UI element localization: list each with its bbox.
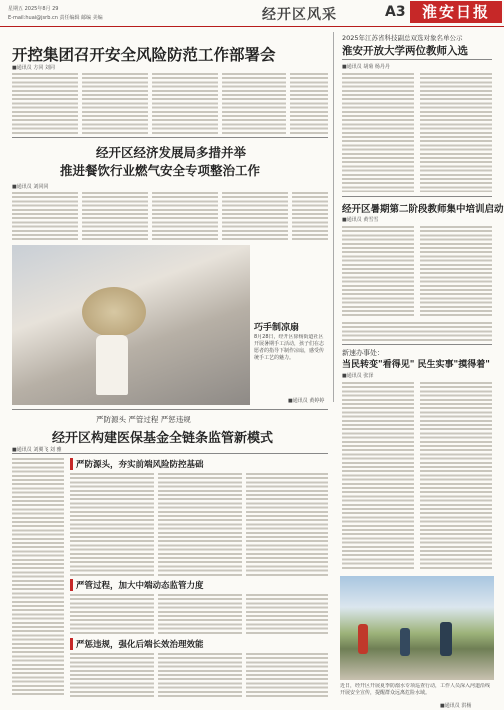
- section3-col3: [246, 652, 328, 698]
- section1-col3: [246, 472, 328, 576]
- article6-kicker: 严防源头 严管过程 严惩违规: [96, 415, 191, 424]
- subhead-3: 严惩违规，强化后端长效治理效能: [70, 638, 204, 650]
- divider: [12, 137, 328, 138]
- article5-body-col2: [420, 381, 492, 571]
- divider: [342, 344, 492, 345]
- article4-byline: ■通讯员 黄雪雪: [342, 217, 379, 223]
- article5-byline: ■通讯员 张泽: [342, 373, 374, 379]
- article1-title: 开控集团召开安全风险防范工作部署会: [12, 45, 276, 64]
- article1-body-col4: [222, 72, 286, 134]
- person-figure-image: [400, 628, 410, 656]
- divider: [342, 59, 492, 60]
- section3-col1: [70, 652, 154, 698]
- section2-col3: [246, 593, 328, 635]
- article6-byline: ■通讯员 刘翼飞 刘 雅: [12, 447, 62, 453]
- child-figure-image: [96, 335, 128, 395]
- section1-col2: [158, 472, 242, 576]
- page-header: [0, 0, 504, 27]
- divider: [12, 409, 328, 410]
- email-line: E-mail:huai@jsrb.cn 责任编辑 邮编 美编: [8, 15, 103, 21]
- article3-byline: ■通讯员 刘同同: [12, 184, 49, 190]
- article1-body-col1: [12, 72, 78, 134]
- article2-body-col2: [420, 72, 492, 192]
- person-figure-image: [440, 622, 452, 656]
- article6-intro-col: [12, 457, 64, 697]
- masthead-logo: 淮安日报: [410, 1, 502, 23]
- article5-kicker: 新速办事处：: [342, 349, 384, 357]
- article2-byline: ■通讯员 胡菊 杨丹丹: [342, 64, 390, 70]
- article3-title-line2: 推进餐饮行业燃气安全专项整治工作: [60, 163, 261, 178]
- subhead-2: 严管过程，加大中端动态监管力度: [70, 579, 204, 591]
- article4-title: 经开区暑期第二阶段教师集中培训启动: [342, 204, 504, 215]
- article5-title: 当民转变"看得见" 民生实事"摸得着": [342, 360, 490, 370]
- article1-body-col2: [82, 72, 148, 134]
- divider: [12, 453, 328, 454]
- article3-body-col5: [292, 191, 328, 241]
- person-figure-image: [358, 624, 368, 654]
- article5-body-col1: [342, 381, 414, 571]
- article3-body-col2: [82, 191, 148, 241]
- article3-body-col4: [222, 191, 288, 241]
- article2-body-col1: [342, 72, 414, 192]
- photo1-caption: 8月28日，经开区徐杨街道社区开展暑期手工活动，孩子们在志愿者的指导下制作凉扇，感受传统手工艺的魅力。: [254, 334, 325, 361]
- section1-col1: [70, 472, 154, 576]
- article4-body-col1: [342, 225, 414, 317]
- section-title: 经开区风采: [262, 7, 337, 23]
- photo1-credit: ■通讯员 黄婷婷: [288, 398, 325, 404]
- article6-title: 经开区构建医保基金全链条监管新模式: [52, 431, 274, 446]
- article1-byline: ■通讯员 方同 刘同: [12, 65, 55, 71]
- article3-body-col1: [12, 191, 78, 241]
- photo-children-crafting: [12, 245, 250, 405]
- section2-col2: [158, 593, 242, 635]
- photo-river-patrol: [340, 576, 494, 680]
- section2-col1: [70, 593, 154, 635]
- article2-title: 淮安开放大学两位教师入选: [342, 45, 468, 57]
- column-divider: [333, 32, 334, 402]
- photo2-credit: ■通讯员 洪杨: [440, 703, 472, 709]
- date-line: 星期五 2025年8月 29: [8, 6, 59, 12]
- article4-body-col2: [420, 225, 492, 317]
- photo2-caption: 近日，经开区开展夏季防溺水专项巡查行动，工作人员深入河道沿线开展安全宣传，提醒群众远离危险水域。: [340, 683, 491, 696]
- fan-image: [82, 287, 146, 337]
- page-number: A3: [385, 4, 406, 20]
- article1-body-col5: [290, 72, 328, 134]
- subhead-1: 严防源头，夯实前端风险防控基础: [70, 458, 204, 470]
- article4-body-tail: [342, 321, 492, 341]
- article3-body-col3: [152, 191, 218, 241]
- divider: [342, 196, 492, 197]
- article2-kicker: 2025年江苏省科技副总双选对象名单公示: [342, 34, 463, 42]
- article3-title-line1: 经开区经济发展局多措并举: [96, 145, 247, 160]
- article1-body-col3: [152, 72, 218, 134]
- photo1-tag: 巧手制凉扇: [254, 323, 300, 333]
- section3-col2: [158, 652, 242, 698]
